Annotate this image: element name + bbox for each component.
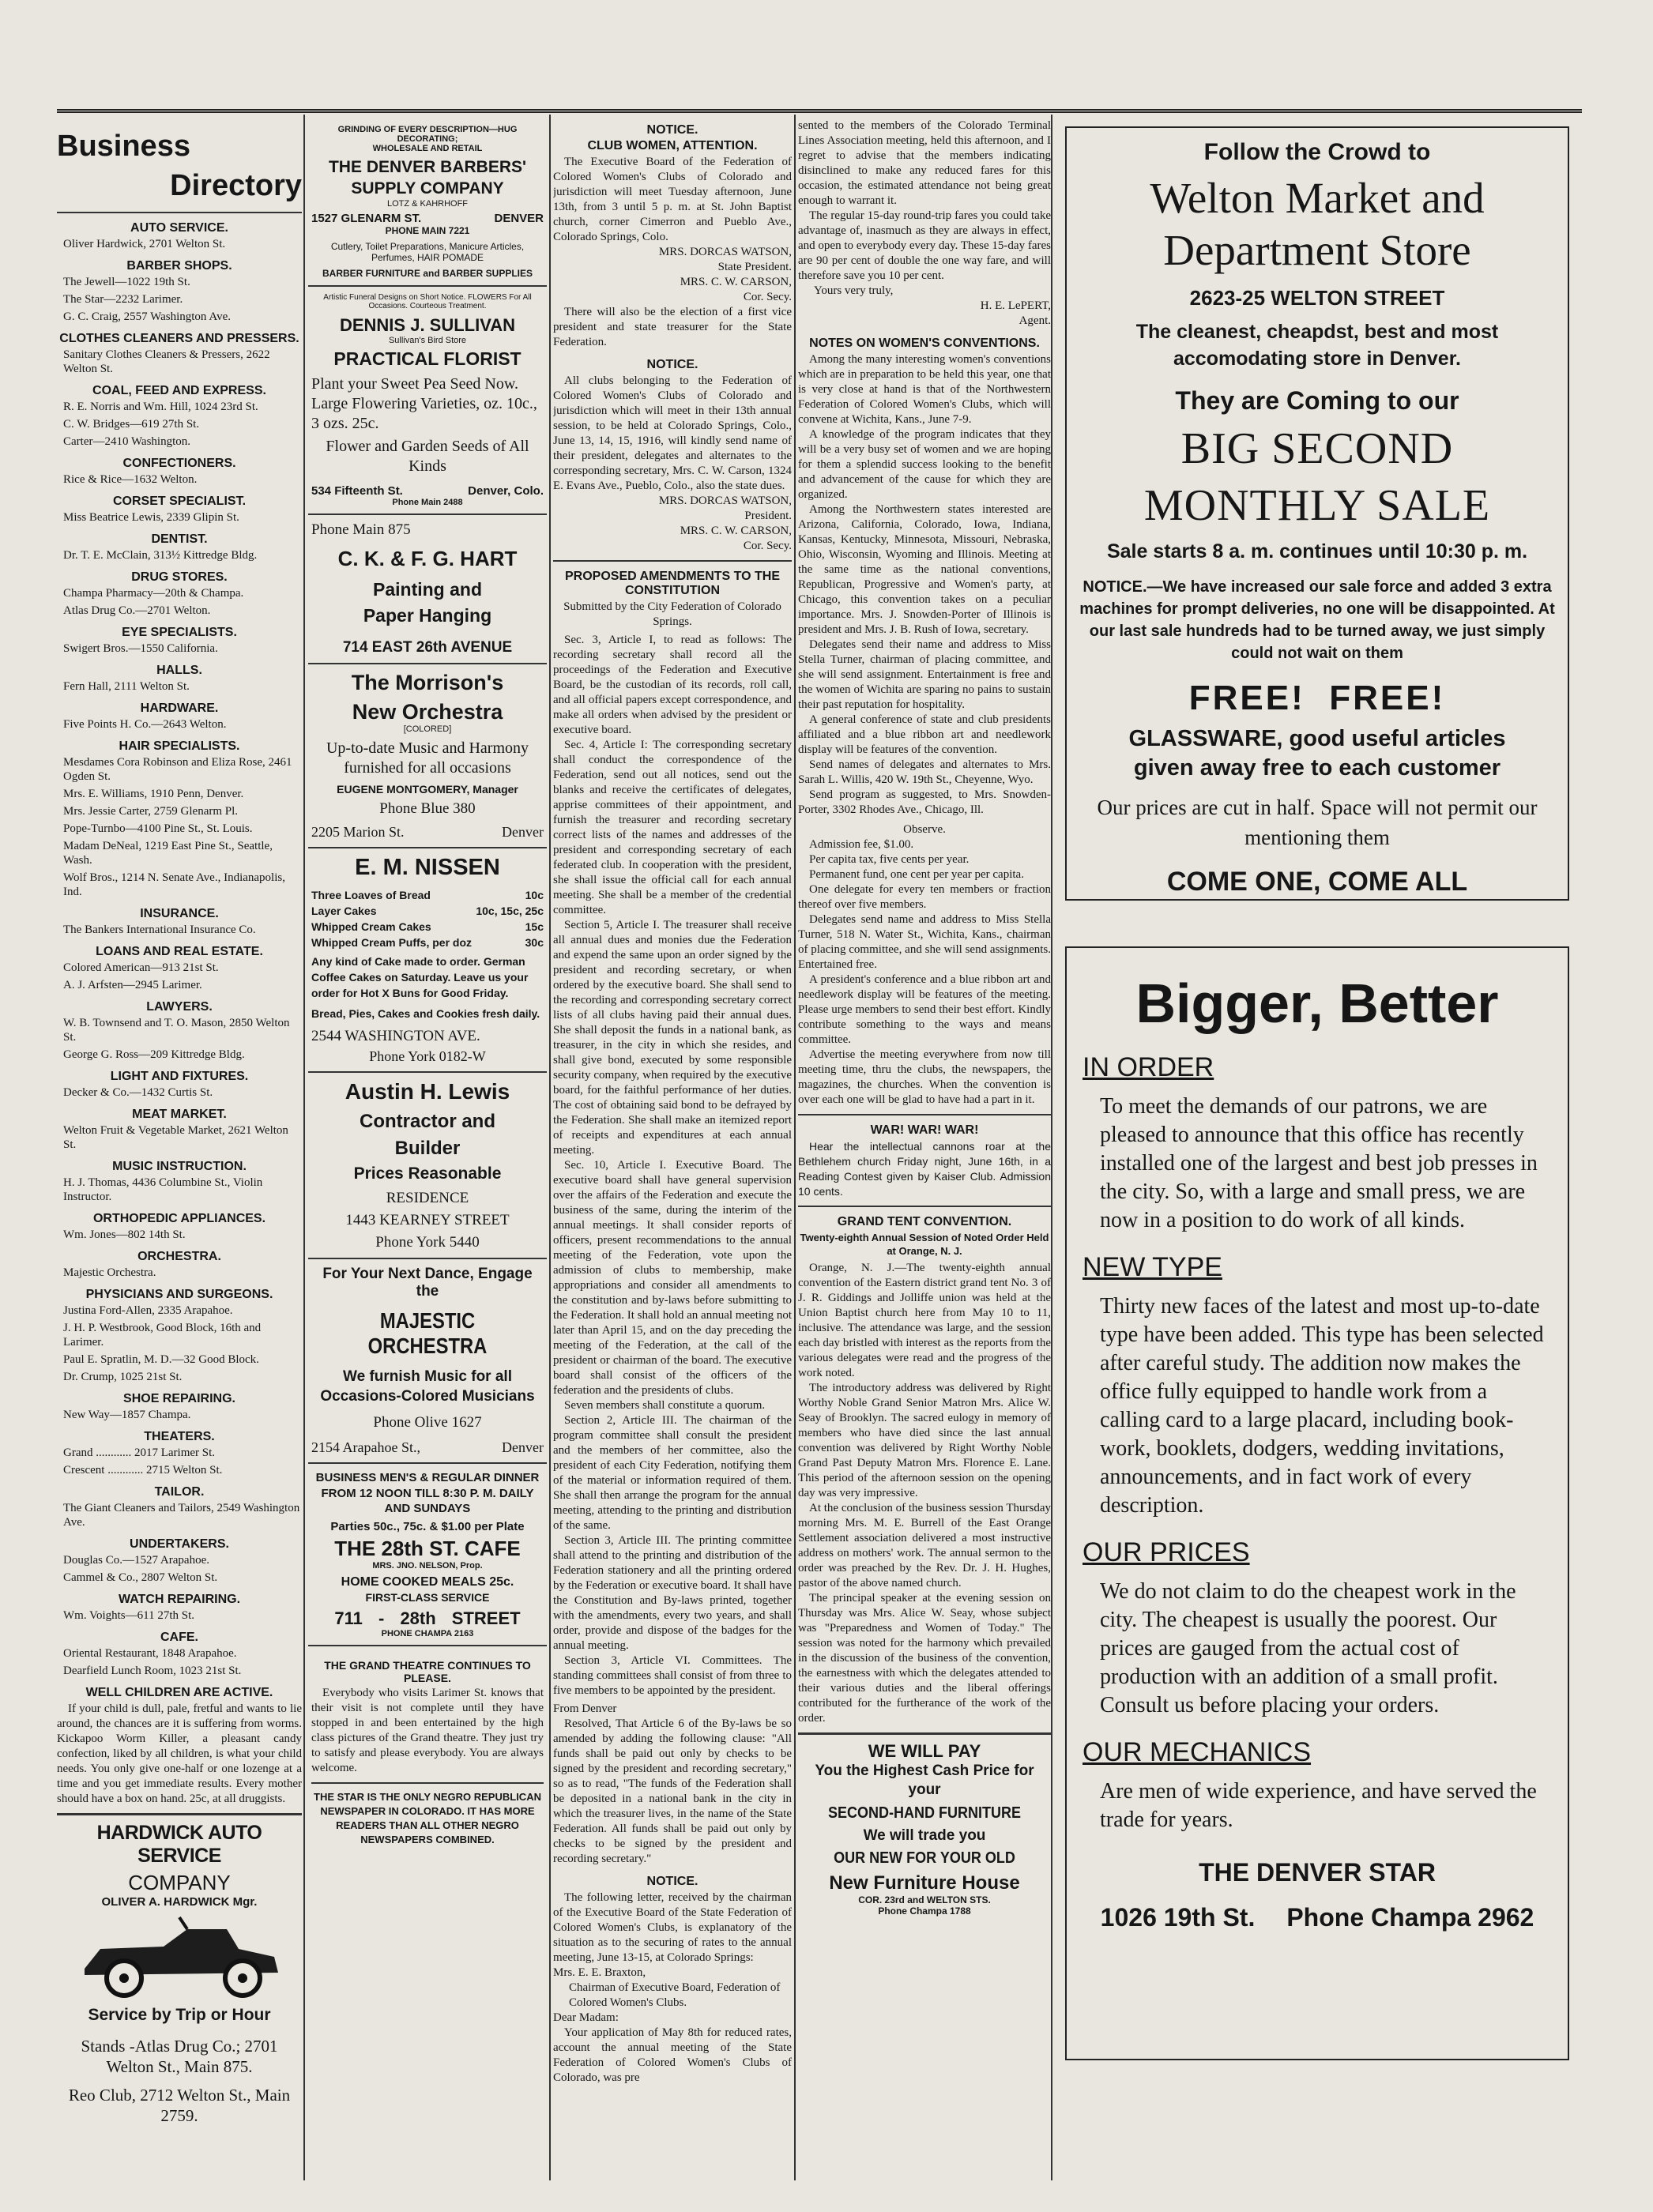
nissen-text1: Any kind of Cake made to order. German Coffee Cakes on Saturday. Leave us your order for Hot X Buns for Good Friday.: [311, 955, 529, 999]
lewis-name: Austin H. Lewis: [345, 1079, 510, 1104]
lewis-line3: Prices Reasonable: [353, 1164, 502, 1183]
directory-entry: Wm. Voights—611 27th St.: [63, 1609, 194, 1622]
star-address: 1026 19th St.: [1100, 1903, 1256, 1932]
directory-title-line1: Business: [57, 130, 190, 163]
letter-signer: H. E. LePERT,: [980, 299, 1051, 312]
notice1-subheading: CLUB WOMEN, ATTENTION.: [587, 139, 758, 152]
furniture-line8: Phone Champa 1788: [878, 1905, 971, 1917]
directory-entry: Mrs. Jessie Carter, 2759 Glenarm Pl.: [63, 805, 239, 818]
directory-entry: The Star—2232 Larimer.: [63, 293, 183, 306]
notice3-heading: NOTICE.: [646, 1875, 698, 1888]
barbers-address: 1527 GLENARM ST.: [311, 212, 422, 225]
directory-section-heading: ORTHOPEDIC APPLIANCES.: [92, 1212, 266, 1225]
directory-entry: Majestic Orchestra.: [63, 1266, 156, 1279]
tent-paragraph: The principal speaker at the evening session on Thursday was Mrs. Alice W. Seay, whose subject was "Preparedness and Women of Today." The session was noted for the harmony which prevailed in the discussion of the business of the convention, the earnestness with which the delegates attended to their various duties and the liberal offerings contributed for the furtherance of the work of the order.: [798, 1592, 1051, 1725]
hart-ad: [308, 515, 547, 664]
lewis-address: 1443 KEARNEY STREET: [345, 1212, 510, 1228]
directory-entry: Crescent ............ 2715 Welton St.: [63, 1464, 223, 1477]
welton-prices: Our prices are cut in half. Space will not permit our mentioning them: [1097, 796, 1538, 849]
hardwick-name: HARDWICK AUTO SERVICE: [96, 1822, 262, 1867]
lewis-ad: [308, 1073, 547, 1259]
grand-theatre-item: [308, 1646, 547, 1852]
directory-entry: Sanitary Clothes Cleaners & Pressers, 2622 Welton St.: [63, 348, 270, 375]
directory-entry: Swigert Bros.—1550 California.: [63, 642, 218, 655]
morrison-colored: [COLORED]: [403, 724, 452, 734]
welton-glass2: given away free to each customer: [1133, 755, 1501, 781]
nissen-item-price: 30c: [525, 936, 544, 949]
conventions-column: [798, 118, 1051, 2172]
hardwick-service: Service by Trip or Hour: [88, 2006, 271, 2024]
column-rule: [303, 115, 305, 2180]
hart-line1: Painting and: [373, 579, 482, 600]
furniture-ad: [798, 1741, 1051, 1917]
morrison-address: 2205 Marion St.: [311, 824, 405, 840]
letter-to1: Mrs. E. E. Braxton,: [553, 1966, 646, 1979]
directory-entry: Paul E. Spratlin, M. D.—32 Good Block.: [63, 1353, 259, 1366]
divider: [57, 1813, 302, 1815]
directory-section-heading: MEAT MARKET.: [132, 1108, 227, 1121]
directory-section-heading: HALLS.: [156, 664, 202, 677]
furniture-line5: OUR NEW FOR YOUR OLD: [834, 1849, 1015, 1867]
directory-entry: The Jewell—1022 19th St.: [63, 276, 190, 288]
morrison-manager: EUGENE MONTGOMERY, Manager: [337, 783, 518, 796]
directory-entry: Colored American—913 21st St.: [63, 961, 219, 974]
welton-sale1: BIG SECOND: [1180, 424, 1454, 473]
directory-section-heading: LOANS AND REAL ESTATE.: [96, 945, 263, 958]
letter-continued: sented to the members of the Colorado Terminal Lines Association meeting, held this afternoon, and I regret to advise that the members indicating disinclined to make any reduced fares for this occasion, the estimated attendance not being great enough to warrant it.: [798, 119, 1051, 207]
star-section-heading: OUR PRICES: [1083, 1537, 1250, 1567]
column-rule: [549, 115, 551, 2180]
directory-section-heading: CONFECTIONERS.: [122, 457, 236, 470]
star-sections: [1083, 1052, 1552, 1834]
directory-entry: H. J. Thomas, 4436 Columbine St., Violin Instructor.: [63, 1176, 263, 1203]
directory-entry: J. H. P. Westbrook, Good Block, 16th and Larimer.: [63, 1322, 262, 1349]
directory-entry: The Giant Cleaners and Tailors, 2549 Washington Ave.: [63, 1502, 300, 1529]
welton-market-ad: [1065, 126, 1569, 901]
hardwick-manager: OLIVER A. HARDWICK Mgr.: [101, 1895, 258, 1909]
directory-section-heading: TAILOR.: [154, 1485, 205, 1499]
star-section-heading: NEW TYPE: [1083, 1252, 1222, 1282]
lewis-line1: Contractor and: [359, 1111, 495, 1132]
directory-entry: A. J. Arfsten—2945 Larimer.: [63, 979, 202, 991]
notice3-text: The following letter, received by the chairman of the Executive Board of the State Federation of Colored Women's Clubs, is explanatory of the situation as to the securing of rates to the annual meeting, June 13-15, at Colorado Springs:: [553, 1891, 792, 1964]
directory-entry: Rice & Rice—1632 Welton.: [63, 473, 198, 486]
directory-entry: Champa Pharmacy—20th & Champa.: [63, 587, 244, 600]
barbers-owners: LOTZ & KAHRHOFF: [386, 199, 469, 209]
nissen-item-label: Three Loaves of Bread: [311, 889, 431, 901]
cafe-ad: [308, 1464, 547, 1646]
letter-dear: Dear Madam:: [553, 2011, 619, 2024]
majestic-address: 2154 Arapahoe St.,: [311, 1439, 420, 1455]
automobile-icon: [69, 1913, 290, 2000]
directory-entry: Cammel & Co., 2807 Welton St.: [63, 1571, 218, 1584]
star-notice: THE STAR IS THE ONLY NEGRO REPUBLICAN NEWSPAPER IN COLORADO. IT HAS MORE READERS THAN ALL OTHER NEGRO NEWSPAPERS COMBINED.: [314, 1791, 541, 1845]
morrison-ad: [308, 664, 547, 848]
directory-entry: Douglas Co.—1527 Arapahoe.: [63, 1554, 209, 1567]
directory-section-heading: BARBER SHOPS.: [126, 259, 232, 273]
star-section-text: Are men of wide experience, and have served the trade for years.: [1100, 1779, 1537, 1832]
directory-sections: [57, 221, 302, 1678]
welton-tagline: The cleanest, cheapdst, best and most accomodating store in Denver.: [1135, 321, 1499, 370]
observe-body: [798, 882, 1051, 1108]
tent-paragraph: Orange, N. J.—The twenty-eighth annual convention of the Eastern district grand tent No. 3 of J. R. Giddings and Jolliffe union was held at the Union Baptist church here from May 10 to 11, inclusive. The attendance was large, and the session each day bristled with interest as the reports from the various delegates were read and the progress of the work noted.: [798, 1262, 1051, 1379]
children-text: If your child is dull, pale, fretful and wants to lie around, the chances are it is suffering from worms. Kickapoo Worm Killer, a pleasant candy confection, liked by all children, is what your child needs. You only give one-half or one lozenge at a time and you get immediate results. Every mother should have a box on hand. 25c, at all druggists.: [57, 1702, 302, 1805]
directory-section-heading: COAL, FEED AND EXPRESS.: [92, 384, 266, 397]
furniture-line7: COR. 23rd and WELTON STS.: [858, 1894, 991, 1905]
cafe-line3: Parties 50c., 75c. & $1.00 per Plate: [330, 1520, 525, 1533]
sig-line: Cor. Secy.: [743, 540, 792, 552]
amendment-paragraph: Section 3, Article III. The printing committee shall attend to the printing and distribution of the Federation stationery and all the printing ordered by the Federation or executive board. It shall have the Constitution and By-laws printed, together with the amendments, every two years, and shall order, provide and dispose of the badges for the annual meeting.: [553, 1534, 792, 1652]
directory-entry: Wolf Bros., 1214 N. Senate Ave., Indianapolis, Ind.: [63, 871, 285, 898]
column-rule: [1051, 115, 1052, 2180]
sig-line: President.: [744, 510, 792, 522]
hardwick-ad: [57, 1822, 302, 2126]
majestic-phone: Phone Olive 1627: [373, 1414, 482, 1431]
amendment-paragraph: Seven members shall constitute a quorum.: [564, 1399, 766, 1412]
welton-notice: NOTICE.—We have increased our sale force and added 3 extra machines for prompt deliveries, no one will be disappointed. At our last sale hundreds had to be turned away, we just simply could not wait on them: [1079, 578, 1555, 662]
cafe-owner: MRS. JNO. NELSON, Prop.: [372, 1561, 483, 1571]
hardwick-stand1: Stands -Atlas Drug Co.; 2701 Welton St., Main 875.: [81, 2037, 278, 2076]
directory-section-heading: LIGHT AND FIXTURES.: [110, 1070, 249, 1083]
tent-heading: GRAND TENT CONVENTION.: [837, 1215, 1012, 1228]
notice2-heading: NOTICE.: [646, 358, 698, 371]
directory-section-heading: LAWYERS.: [146, 1000, 213, 1014]
observe-paragraph: One delegate for every ten members or fraction thereof over five members.: [798, 883, 1051, 911]
florist-top: Artistic Funeral Designs on Short Notice. FLOWERS For All Occasions. Courteous Treatment.: [323, 293, 532, 310]
column-rule: [794, 115, 796, 2180]
observe-line: Admission fee, $1.00.: [809, 838, 914, 851]
resolved-text: Resolved, That Article 6 of the By-laws be so amended by adding the following clause: "All funds shall be paid out only by checks to be signed by the president and recording secretary," so as to read, "The funds of the Federation shall be deposited in a national bank in the city in which the treasurer lives, in the name of the State Federation. All funds shall be paid out only by checks to be signed by the president and recording secretary.": [553, 1717, 792, 1865]
grand-heading: THE GRAND THEATRE CONTINUES TO PLEASE.: [324, 1659, 531, 1684]
directory-entry: Carter—2410 Washington.: [63, 435, 190, 448]
letter-signer-title: Agent.: [1019, 314, 1051, 327]
notices-column: [553, 118, 792, 2172]
letter-continued2: The regular 15-day round-trip fares you could take advantage of, inasmuch as they are always in effect, and open to everybody every day. These 15-day fares are 90 per cent of double the one way fare, and will therefore save you 10 per cent.: [798, 209, 1051, 282]
directory-entry: R. E. Norris and Wm. Hill, 1024 23rd St.: [63, 401, 258, 413]
directory-section-heading: AUTO SERVICE.: [130, 221, 228, 235]
directory-section-heading: HARDWARE.: [140, 702, 219, 715]
sig-line: Cor. Secy.: [743, 291, 792, 303]
hardwick-stand2: Reo Club, 2712 Welton St., Main 2759.: [68, 2086, 291, 2125]
majestic-ad: [308, 1259, 547, 1464]
amendment-paragraph: Sec. 3, Article I, to read as follows: The recording secretary shall record all the proceedings of the Federation and Executive Board, be the custodian of its records, roll call, and all official papers except correspondence, and make all orders when advised by the president or executive board.: [553, 634, 792, 736]
directory-entry: Wm. Jones—802 14th St.: [63, 1228, 186, 1241]
notes-body: [798, 352, 1051, 818]
tent-paragraph: The introductory address was delivered by Right Worthy Noble Grand Senior Matron Mrs. Alice W. Seay of Brooklyn. The sacred eulogy in memory of members who have died since the last annual convention was delivered by Right Worthy Noble Grand Past Deputy Matron Mrs. Florence E. Lane. This period of the afternoon session on the opening day was very impressive.: [798, 1382, 1051, 1499]
divider: [57, 212, 302, 213]
hart-name: C. K. & F. G. HART: [337, 547, 518, 570]
amendment-paragraph: Sec. 10, Article I. Executive Board. The executive board shall have general supervision over the affairs of the Federation and execute the business of the same, during the interim of the annual meetings. It shall consider reports of officers, present recommendations to the annual meeting of the Federation, vote upon the admission of clubs to membership, make appropriations and consider all amendments to the constitution and by-laws before submitting to the Federation. It shall hold an annual meeting not later than April 15, and on the day preceding the meeting of the Federation, at the call of the president or chairman of the board. The executive board shall consist of the officers of the federation and the presidents of clubs.: [553, 1159, 792, 1397]
directory-section-heading: MUSIC INSTRUCTION.: [112, 1160, 247, 1173]
nissen-price-row: [311, 903, 544, 919]
barbers-city: DENVER: [494, 212, 544, 225]
majestic-text: We furnish Music for all Occasions-Colored Musicians: [320, 1368, 535, 1405]
barbers-line1: Cutlery, Toilet Preparations, Manicure Articles, Perfumes, HAIR POMADE: [330, 241, 525, 263]
directory-entry: Welton Fruit & Vegetable Market, 2621 Welton St.: [63, 1124, 288, 1151]
directory-entry: Dearfield Lunch Room, 1023 21st St.: [63, 1665, 242, 1677]
florist-city: Denver, Colo.: [468, 484, 544, 498]
nissen-item-label: Whipped Cream Cakes: [311, 920, 431, 933]
lewis-phone: Phone York 5440: [375, 1234, 480, 1251]
cafe-line4: HOME COOKED MEALS 25c.: [341, 1575, 514, 1589]
florist-address: 534 Fifteenth St.: [311, 484, 403, 498]
letter-to2: Chairman of Executive Board, Federation of Colored Women's Clubs.: [569, 1981, 781, 2009]
observe-paragraph: Delegates send name and address to Miss Stella Turner, 518 N. Water St., Wichita, Kans., chairman of placing committee, and she will send assignments. Entertained free.: [798, 913, 1051, 971]
directory-section-heading: INSURANCE.: [140, 907, 219, 920]
star-section-text: Thirty new faces of the latest and most up-to-date type have been added. This type has been selected after careful study. The addition now makes the office fully equipped to handle work from a calling card to a large placard, including book-work, booklets, dodgers, wedding invitations, announcements, and in fact work of every description.: [1100, 1294, 1544, 1518]
star-phone: Phone Champa 2962: [1286, 1903, 1534, 1932]
notes-paragraph: Among the Northwestern states interested are Arizona, California, Colorado, Iowa, Indiana, Kansas, Kentucky, Minnesota, Missouri, Nebraska, Ohio, Wisconsin, Wyoming and Illinois. Meeting at the same time as the national conventions, Republican, Progressive and Women's party, at Chicago, this convention takes on a peculiar importance. Mrs. J. Snowden-Porter of Illinois is president and Mrs. J. B. Rush of Iowa, secretary.: [798, 503, 1051, 636]
directory-entry: Oliver Hardwick, 2701 Welton St.: [63, 238, 226, 250]
majestic-city: Denver: [502, 1439, 544, 1455]
cafe-address: 711 - 28th STREET: [334, 1608, 521, 1628]
nissen-name: E. M. NISSEN: [355, 855, 500, 880]
barbers-line2: BARBER FURNITURE and BARBER SUPPLIES: [322, 268, 533, 279]
florist-ad: [308, 287, 547, 515]
tent-body: [798, 1261, 1051, 1726]
observe-lines: [798, 837, 1051, 882]
nissen-price-list: [311, 887, 544, 950]
directory-entry: Decker & Co.—1432 Curtis St.: [63, 1086, 213, 1099]
observe-paragraph: Advertise the meeting everywhere from now till meeting time, thru the clubs, the newspapers, the magazines, the churches. When the convention is over each one will be glad to have had a part in it.: [798, 1048, 1051, 1106]
directory-section-heading: UNDERTAKERS.: [130, 1537, 229, 1551]
star-headline: Bigger, Better: [1135, 972, 1499, 1034]
welton-glass1: GLASSWARE, good useful articles: [1128, 726, 1506, 751]
directory-entry: Justina Ford-Allen, 2335 Arapahoe.: [63, 1304, 233, 1317]
morrison-text: Up-to-date Music and Harmony furnished for all occasions: [326, 739, 529, 777]
grand-text: Everybody who visits Larimer St. knows that their visit is not complete until they have stopped in and been entertained by the high class pictures of the Grand theatre. They just try to satisfy and please everybody. You are always welcome.: [311, 1687, 544, 1774]
directory-section-heading: CORSET SPECIALIST.: [112, 495, 247, 508]
top-rule: [57, 109, 1582, 113]
directory-entry: C. W. Bridges—619 27th St.: [63, 418, 200, 431]
notes-heading: NOTES ON WOMEN'S CONVENTIONS.: [809, 337, 1040, 350]
notice1-heading: NOTICE.: [646, 123, 698, 137]
directory-entry: Atlas Drug Co.—2701 Welton.: [63, 604, 211, 617]
nissen-ad: [308, 848, 547, 1073]
notice1-text2: There will also be the election of a first vice president and state treasurer for the State Federation.: [553, 306, 792, 348]
directory-title: [57, 126, 302, 205]
directory-entry: Fern Hall, 2111 Welton St.: [63, 680, 190, 693]
cafe-name: THE 28th ST. CAFE: [334, 1537, 521, 1560]
sig-line: MRS. C. W. CARSON,: [680, 276, 792, 288]
business-directory-column: [57, 118, 302, 2172]
florist-text2: Flower and Garden Seeds of All Kinds: [326, 438, 529, 475]
directory-entry: Grand ............ 2017 Larimer St.: [63, 1446, 216, 1459]
barbers-top1: GRINDING OF EVERY DESCRIPTION—HUG DECORATING;: [337, 125, 518, 144]
nissen-phone: Phone York 0182-W: [369, 1048, 486, 1064]
sig-line: State President.: [717, 261, 792, 273]
nissen-price-row: [311, 919, 544, 935]
notes-paragraph: Send names of delegates and alternates to Mrs. Sarah L. Willis, 420 W. 19th St., Cheyenne, Wyo.: [798, 758, 1051, 786]
hart-address: 714 EAST 26th AVENUE: [342, 639, 513, 656]
florist-title: PRACTICAL FLORIST: [333, 348, 522, 369]
observe-paragraph: A president's conference and a blue ribbon art and needlework display will be features of the meeting. Please urge members to send their best effort. Kindly contribute something to the ways and means committee.: [798, 973, 1051, 1046]
directory-entry: Dr. Crump, 1025 21st St.: [63, 1371, 183, 1383]
from-denver: From Denver: [553, 1702, 617, 1715]
tent-subheading: Twenty-eighth Annual Session of Noted Order Held at Orange, N. J.: [800, 1232, 1049, 1257]
morrison-city: Denver: [502, 824, 544, 840]
directory-section-heading: SHOE REPAIRING.: [123, 1392, 235, 1405]
notes-paragraph: A knowledge of the program indicates that they will be a very busy set of women and we are hoping for them a splendid success looking to the benefit and advancement of the cause for which they are organized.: [798, 428, 1051, 501]
divider: [798, 1114, 1051, 1115]
letter-closing: Yours very truly,: [814, 284, 894, 297]
barbers-phone: PHONE MAIN 7221: [385, 225, 470, 236]
letter-text: Your application of May 8th for reduced rates, account the annual meeting of the State Federation of Colored Women's Clubs of Colorado, was pre: [553, 2026, 792, 2084]
morrison-name1: The Morrison's: [351, 671, 504, 694]
sig-line: MRS. DORCAS WATSON,: [658, 495, 792, 507]
directory-entry: Oriental Restaurant, 1848 Arapahoe.: [63, 1647, 237, 1660]
directory-section-heading: CLOTHES CLEANERS AND PRESSERS.: [59, 332, 299, 345]
furniture-line2: You the Highest Cash Price for your: [815, 1762, 1034, 1798]
directory-entry: Mrs. E. Williams, 1910 Penn, Denver.: [63, 788, 244, 800]
notes-paragraph: Send program as suggested, to Mrs. Snowden-Porter, 3302 Rhodes Ave., Chicago, Ill.: [798, 788, 1051, 816]
nissen-text2: Bread, Pies, Cakes and Cookies fresh daily.: [311, 1007, 540, 1020]
cafe-line2: AND SUNDAYS: [384, 1502, 471, 1515]
lewis-residence: RESIDENCE: [386, 1190, 469, 1206]
observe-heading: Observe.: [903, 823, 946, 836]
directory-section-heading: HAIR SPECIALISTS.: [119, 739, 240, 753]
amendments-heading: PROPOSED AMENDMENTS TO THE CONSTITUTION: [564, 570, 781, 597]
barbers-supply-ad: [308, 118, 547, 287]
star-section-text: To meet the demands of our patrons, we are pleased to announce that this office has recently installed one of the largest and best job presses in the city. So, with a large and small press, we are now in a position to do work of all kinds.: [1100, 1094, 1538, 1232]
ads-column: [308, 118, 547, 2172]
majestic-name: MAJESTIC ORCHESTRA: [367, 1308, 488, 1358]
sig-line: MRS. C. W. CARSON,: [680, 525, 792, 537]
welton-sale2: MONTHLY SALE: [1143, 481, 1491, 530]
welton-line2: Welton Market and: [1150, 174, 1485, 222]
star-name: THE DENVER STAR: [1199, 1858, 1436, 1887]
directory-entry: G. C. Craig, 2557 Washington Ave.: [63, 310, 231, 323]
denver-star-ad: [1065, 946, 1569, 2060]
furniture-line1: WE WILL PAY: [868, 1741, 981, 1761]
directory-entry: Miss Beatrice Lewis, 2339 Glipin St.: [63, 511, 239, 524]
notice1-text: The Executive Board of the Federation of Colored Women's Clubs of Colorado and jurisdiction will meet Tuesday afternoon, June 13th, from 3 until 5 p. m. at St. John Baptist church, corner Cimerron and Pueblo Ave., Colorado Springs, Colo.: [553, 156, 792, 243]
florist-phone: Phone Main 2488: [392, 498, 463, 507]
welton-coming: They are Coming to our: [1175, 386, 1459, 415]
directory-section-heading: WATCH REPAIRING.: [118, 1593, 241, 1606]
star-section-heading: OUR MECHANICS: [1083, 1737, 1312, 1767]
notice2-text: All clubs belonging to the Federation of Colored Women's Clubs of Colorado and jurisdiction which will meet in their 13th annual session, to be held at Colorado Springs, Colo., June 13, 14, 15, 1916, will kindly send name of their president, delegates and alternates to the corresponding secretary, Mrs. C. W. Carson, 1324 E. Evans Ave., Pueblo, Colo., also the state dues.: [553, 374, 792, 492]
amendment-paragraph: Section 5, Article I. The treasurer shall receive all annual dues and monies due the Federation and expend the same upon an order signed by the president and recording secretary, or when ordered by the executive board. She shall send to the recording and corresponding secretary correct lists of all clubs having paid their annual dues. She shall deposit the funds in a national bank, as treasurer, in the city in which she resides, and shall give bond, executed by some responsible security company, when required by the executive board, for the faithful performance of her duties. The cost of obtaining said bond to be defrayed by the Federation. She shall make an itemized report of receipts and expenditures at each annual meeting.: [553, 919, 792, 1157]
star-section-text: We do not claim to do the cheapest work in the city. The cheapest is usually the poorest. Our prices are gauged from the actual cost of production with an addition of a small profit. Consult us before placing your orders.: [1100, 1579, 1516, 1717]
notes-paragraph: Delegates send their name and address to Miss Stella Turner, chairman of placing committee, and she will send assignment. Entertainment is free and the women of Wichita are sparing no pains to sustain their past reputation for hospitality.: [798, 638, 1051, 711]
welton-hours: Sale starts 8 a. m. continues until 10:30 p. m.: [1106, 540, 1528, 562]
furniture-line6: New Furniture House: [829, 1872, 1020, 1894]
hart-phone: Phone Main 875: [311, 521, 411, 538]
directory-section-heading: DRUG STORES.: [131, 570, 228, 584]
barbers-name: THE DENVER BARBERS' SUPPLY COMPANY: [328, 158, 527, 198]
directory-section-heading: EYE SPECIALISTS.: [122, 626, 237, 639]
directory-entry: George G. Ross—209 Kittredge Bldg.: [63, 1048, 245, 1061]
children-heading: WELL CHILDREN ARE ACTIVE.: [85, 1686, 273, 1699]
war-text: Hear the intellectual cannons roar at the Bethlehem church Friday night, June 16th, in a Reading Contest given by Kaiser Club. Admission 10 cents.: [798, 1140, 1051, 1198]
directory-entry: The Bankers International Insurance Co.: [63, 924, 256, 936]
amendment-paragraph: Sec. 4, Article I: The corresponding secretary shall conduct the correspondence of the Federation, send out all notices, send out the blanks and receive the certificates of delegates, apprise committees of their appointment, and furnish the treasurer and recording secretary correct lists of the names and addresses of the president and corresponding secretary of each federated club. In cooperation with the president, she shall issue the official call for each annual meeting. She shall be a member of the credential committee.: [553, 739, 792, 916]
notice1-signature: [553, 245, 792, 305]
directory-entry: Madam DeNeal, 1219 East Pine St., Seattle, Wash.: [63, 840, 273, 867]
morrison-name2: New Orchestra: [352, 700, 503, 724]
notes-paragraph: A general conference of state and club presidents affiliated and a blue ribbon art and needlework display will be features of the convention.: [798, 713, 1051, 756]
divider: [553, 560, 792, 562]
barbers-top2: WHOLESALE AND RETAIL: [372, 144, 483, 153]
amendment-paragraph: Section 3, Article VI. Committees. The standing committees shall consist of from three to five members to be appointed by the president.: [553, 1654, 792, 1697]
florist-text1: Plant your Sweet Pea Seed Now. Large Flowering Varieties, oz. 10c., 3 ozs. 25c.: [311, 375, 537, 432]
lewis-line2: Builder: [394, 1138, 461, 1159]
furniture-line3: SECOND-HAND FURNITURE: [827, 1804, 1021, 1822]
directory-section-heading: DENTIST.: [151, 532, 208, 546]
florist-store: Sullivan's Bird Store: [388, 336, 467, 345]
welton-free: FREE! FREE!: [1188, 679, 1446, 717]
nissen-item-label: Whipped Cream Puffs, per doz: [311, 936, 473, 949]
observe-line: Permanent fund, one cent per year per capita.: [809, 868, 1024, 881]
majestic-top: For Your Next Dance, Engage the: [322, 1266, 533, 1300]
war-heading: WAR! WAR! WAR!: [870, 1123, 979, 1137]
directory-entry: Mesdames Cora Robinson and Eliza Rose, 2461 Ogden St.: [63, 756, 292, 783]
florist-name: DENNIS J. SULLIVAN: [339, 315, 516, 335]
directory-entry: Five Points H. Co.—2643 Welton.: [63, 718, 227, 731]
right-ads-column: [1054, 118, 1582, 2172]
cafe-line5: FIRST-CLASS SERVICE: [365, 1591, 490, 1604]
morrison-phone: Phone Blue 380: [379, 800, 476, 817]
divider: [311, 1782, 544, 1784]
welton-address: 2623-25 WELTON STREET: [1189, 286, 1445, 310]
nissen-item-price: 10c: [525, 889, 544, 901]
directory-entry: New Way—1857 Champa.: [63, 1409, 191, 1421]
observe-line: Per capita tax, five cents per year.: [809, 853, 970, 866]
directory-section-heading: CAFE.: [160, 1631, 198, 1644]
nissen-address: 2544 WASHINGTON AVE.: [311, 1028, 480, 1044]
amendments-sub: Submitted by the City Federation of Colorado Springs.: [563, 600, 781, 628]
nissen-price-row: [311, 887, 544, 903]
amendment-paragraph: Section 2, Article III. The chairman of the program committee shall consult the president and the members of her committee, also the president of each City Federation, notifying them of the material or information required of them. She shall then arrange the program for the annual meeting, attending to the printing and distribution of the same.: [553, 1414, 792, 1532]
directory-section-heading: PHYSICIANS AND SURGEONS.: [85, 1288, 273, 1301]
welton-line3: Department Store: [1163, 226, 1471, 274]
amendments-body: [553, 633, 792, 1698]
cafe-phone: PHONE CHAMPA 2163: [381, 1629, 474, 1638]
sig-line: MRS. DORCAS WATSON,: [658, 246, 792, 258]
directory-entry: Pope-Turnbo—4100 Pine St., St. Louis.: [63, 822, 253, 835]
divider: [798, 1732, 1051, 1735]
hart-line2: Paper Hanging: [363, 605, 492, 626]
directory-entry: Dr. T. E. McClain, 313½ Kittredge Bldg.: [63, 549, 258, 562]
star-contact: [1083, 1903, 1552, 1932]
notice2-signature: [553, 494, 792, 554]
directory-section-heading: THEATERS.: [144, 1430, 215, 1443]
nissen-price-row: [311, 935, 544, 950]
welton-line1: Follow the Crowd to: [1203, 139, 1431, 165]
tent-paragraph: At the conclusion of the business session Thursday morning Mrs. M. E. Burrell of the East Orange Settlement association delivered a most instructive address on mothers' work. The annual sermon to the order was preached by the Rev. Dr. J. H. Hughes, pastor of the above named church.: [798, 1502, 1051, 1589]
nissen-item-label: Layer Cakes: [311, 905, 377, 917]
directory-section-heading: ORCHESTRA.: [137, 1250, 221, 1263]
nissen-item-price: 10c, 15c, 25c: [476, 905, 544, 917]
directory-entry: W. B. Townsend and T. O. Mason, 2850 Welton St.: [63, 1017, 290, 1044]
notes-paragraph: Among the many interesting women's conventions which are in preparation to be held this year, one that is very close at hand is that of the Northwestern Federation of Colored Women's Clubs, which will convene at Wichita, Kans., June 7-9.: [798, 353, 1051, 426]
furniture-line4: We will trade you: [863, 1827, 986, 1844]
directory-title-line2: Directory: [170, 169, 302, 202]
star-section-heading: IN ORDER: [1083, 1052, 1214, 1082]
divider: [798, 1206, 1051, 1207]
hardwick-company: COMPANY: [128, 1871, 231, 1894]
nissen-item-price: 15c: [525, 920, 544, 933]
cafe-line1: BUSINESS MEN'S & REGULAR DINNER FROM 12 NOON TILL 8:30 P. M. DAILY: [315, 1471, 540, 1500]
welton-come: COME ONE, COME ALL: [1166, 867, 1468, 897]
